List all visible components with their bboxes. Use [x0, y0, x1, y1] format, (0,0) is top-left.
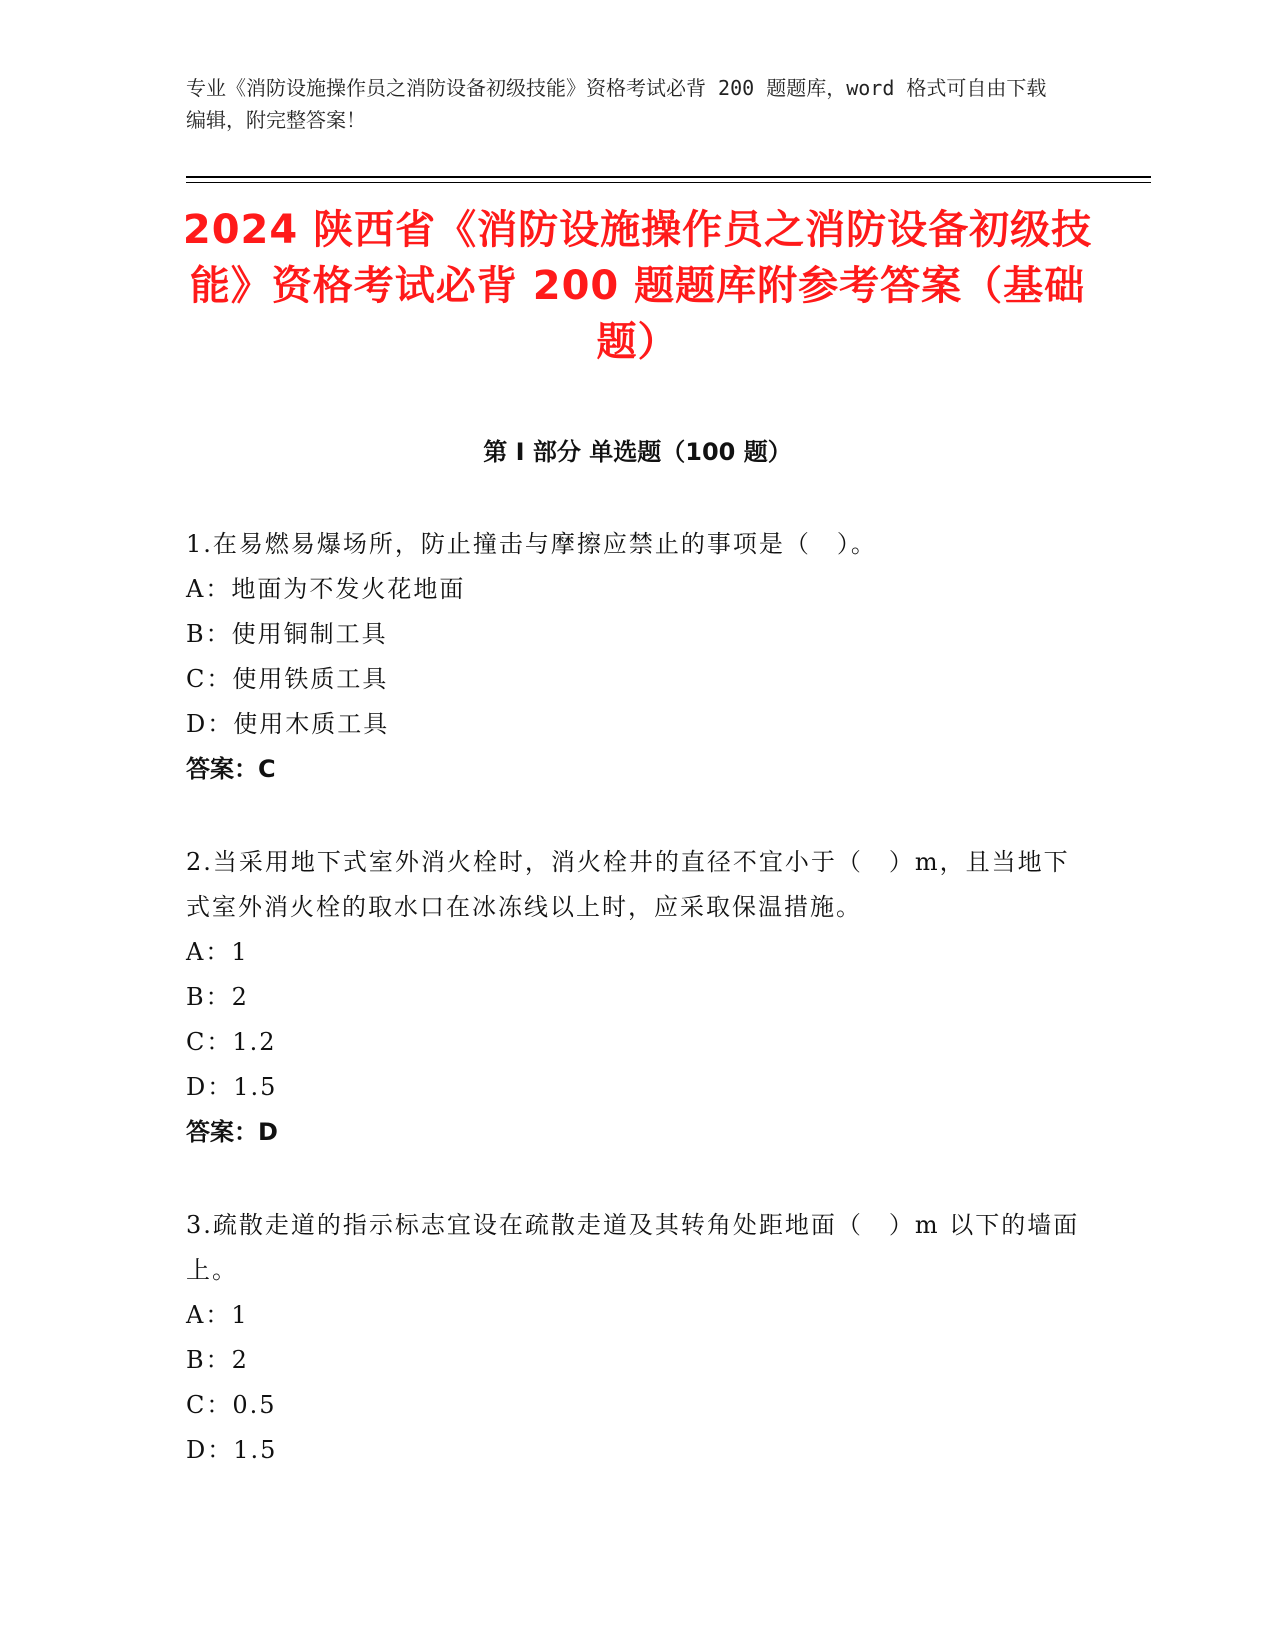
question-stem: 2.当采用地下式室外消火栓时，消火栓井的直径不宜小于（ ）m，且当地下式室外消火栓的取水口在冰冻线以上时，应采取保温措施。	[186, 848, 1070, 921]
option-list	[186, 1293, 1086, 1473]
question-stem: 3.疏散走道的指示标志宜设在疏散走道及其转角处距地面（ ）m 以下的墙面上。	[186, 1211, 1080, 1284]
option-list	[186, 930, 1086, 1110]
option-c: C：1.2	[186, 1028, 277, 1056]
header-note: 专业《消防设施操作员之消防设备初级技能》资格考试必背 200 题题库，word 格式可自由下载编辑，附完整答案！	[186, 76, 1047, 132]
question-stem: 1.在易燃易爆场所，防止撞击与摩擦应禁止的事项是（ ）。	[186, 530, 877, 558]
answer-label: 答案：C	[186, 755, 276, 783]
section-title: 第 I 部分 单选题（100 题）	[483, 438, 792, 466]
option-d: D：1.5	[186, 1436, 278, 1464]
option-b: B：使用铜制工具	[186, 620, 388, 648]
question-2	[186, 840, 1086, 1155]
header-rule-thick	[186, 176, 1151, 178]
option-list	[186, 567, 1086, 747]
option-a: A：1	[186, 1301, 249, 1329]
option-b: B：2	[186, 1346, 249, 1374]
option-d: D：1.5	[186, 1073, 278, 1101]
question-3	[186, 1203, 1086, 1473]
option-c: C：使用铁质工具	[186, 665, 389, 693]
header-rule-thin	[186, 182, 1151, 183]
answer-label: 答案：D	[186, 1118, 278, 1146]
option-c: C：0.5	[186, 1391, 277, 1419]
option-d: D：使用木质工具	[186, 710, 390, 738]
question-1	[186, 522, 1086, 792]
option-a: A：1	[186, 938, 249, 966]
option-b: B：2	[186, 983, 249, 1011]
option-a: A：地面为不发火花地面	[186, 575, 466, 603]
document-title: 2024 陕西省《消防设施操作员之消防设备初级技能》资格考试必背 200 题题库附参考答案（基础题）	[182, 207, 1093, 365]
question-list	[186, 522, 1086, 1521]
